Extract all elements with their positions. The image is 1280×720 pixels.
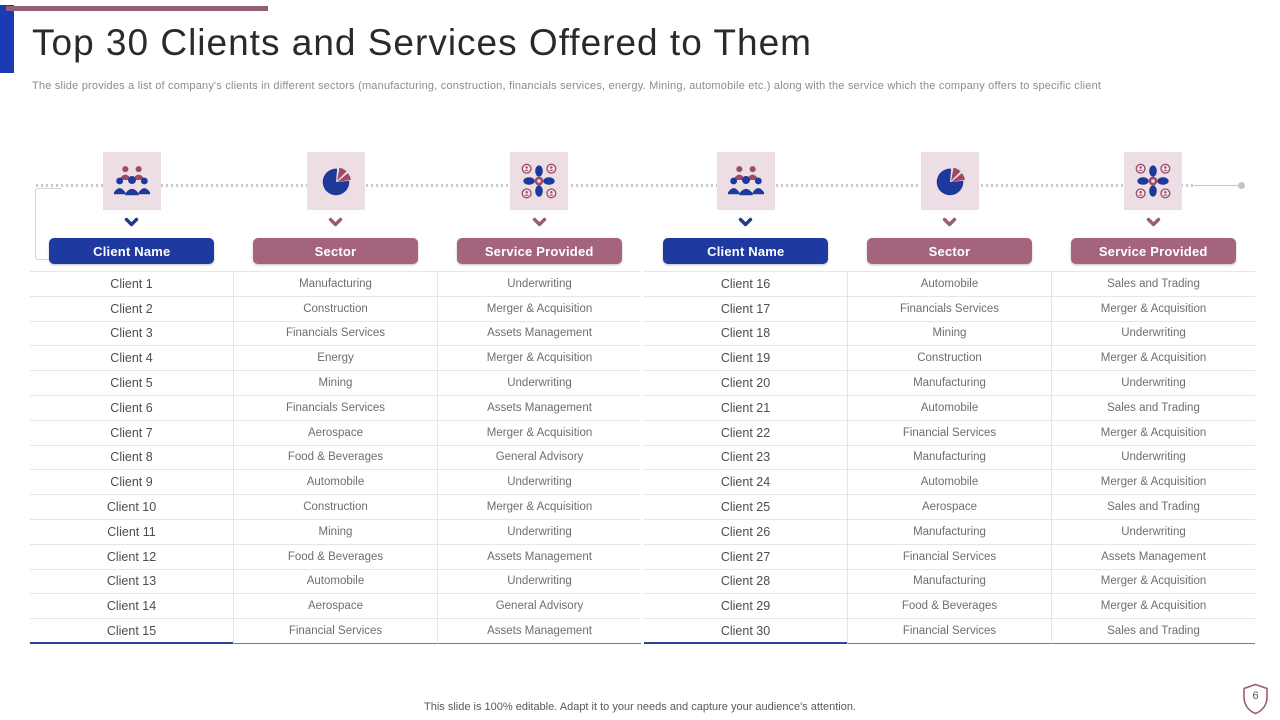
sector-cell: Mining xyxy=(847,322,1051,347)
service-cell: Underwriting xyxy=(437,272,641,297)
client-name-cell: Client 23 xyxy=(644,446,847,471)
client-name-cell: Client 29 xyxy=(644,594,847,619)
table-row xyxy=(30,396,641,421)
sector-cell: Mining xyxy=(233,371,437,396)
people-group-icon xyxy=(717,152,775,210)
sector-cell: Food & Beverages xyxy=(233,545,437,570)
service-cell: General Advisory xyxy=(437,446,641,471)
table-row xyxy=(644,470,1255,495)
sector-cell: Manufacturing xyxy=(233,272,437,297)
page-title: Top 30 Clients and Services Offered to Them xyxy=(32,22,812,63)
sector-cell: Aerospace xyxy=(233,421,437,446)
sector-cell: Construction xyxy=(233,297,437,322)
service-cell: Merger & Acquisition xyxy=(437,297,641,322)
service-cell: Assets Management xyxy=(1051,545,1255,570)
client-name-cell: Client 21 xyxy=(644,396,847,421)
table-row xyxy=(644,594,1255,619)
client-name-cell: Client 5 xyxy=(30,371,233,396)
chevron-down-icon xyxy=(942,217,957,228)
client-name-cell: Client 19 xyxy=(644,346,847,371)
sector-cell: Food & Beverages xyxy=(847,594,1051,619)
sector-cell: Financial Services xyxy=(847,545,1051,570)
table-row xyxy=(644,346,1255,371)
table-row xyxy=(30,594,641,619)
service-cell: Assets Management xyxy=(437,396,641,421)
sector-cell: Automobile xyxy=(233,470,437,495)
column-header-client-name: Client Name xyxy=(49,238,214,264)
sector-cell: Manufacturing xyxy=(847,570,1051,595)
sector-cell: Manufacturing xyxy=(847,371,1051,396)
client-name-cell: Client 26 xyxy=(644,520,847,545)
service-cell: Merger & Acquisition xyxy=(437,346,641,371)
shield-badge-icon xyxy=(1242,683,1269,715)
table-row xyxy=(30,520,641,545)
service-cell: Assets Management xyxy=(437,545,641,570)
table-row xyxy=(30,272,641,297)
service-cell: Assets Management xyxy=(437,322,641,347)
chevron-down-icon xyxy=(328,217,343,228)
table-row xyxy=(30,297,641,322)
pie-chart-icon xyxy=(307,152,365,210)
table-row xyxy=(644,396,1255,421)
table-row xyxy=(30,322,641,347)
service-cell: Underwriting xyxy=(1051,446,1255,471)
accent-vertical-bar xyxy=(0,5,14,73)
client-name-cell: Client 25 xyxy=(644,495,847,520)
sector-cell: Financial Services xyxy=(847,619,1051,644)
sector-cell: Energy xyxy=(233,346,437,371)
client-name-cell: Client 1 xyxy=(30,272,233,297)
table-row xyxy=(30,545,641,570)
client-name-cell: Client 12 xyxy=(30,545,233,570)
service-cell: Merger & Acquisition xyxy=(1051,421,1255,446)
client-name-cell: Client 9 xyxy=(30,470,233,495)
service-cell: Sales and Trading xyxy=(1051,495,1255,520)
table-row xyxy=(644,446,1255,471)
sector-cell: Manufacturing xyxy=(847,446,1051,471)
table-row xyxy=(644,322,1255,347)
chevron-down-icon xyxy=(124,217,139,228)
service-cell: Assets Management xyxy=(437,619,641,644)
clients-table-right xyxy=(644,271,1255,644)
client-name-cell: Client 14 xyxy=(30,594,233,619)
sector-cell: Food & Beverages xyxy=(233,446,437,471)
client-name-cell: Client 17 xyxy=(644,297,847,322)
pie-chart-icon xyxy=(921,152,979,210)
service-cell: Merger & Acquisition xyxy=(1051,570,1255,595)
service-cell: Merger & Acquisition xyxy=(1051,346,1255,371)
sector-cell: Automobile xyxy=(233,570,437,595)
table-row xyxy=(30,470,641,495)
table-row xyxy=(644,297,1255,322)
table-row xyxy=(30,570,641,595)
client-name-cell: Client 18 xyxy=(644,322,847,347)
column-header-sector: Sector xyxy=(867,238,1032,264)
column-header-sector: Sector xyxy=(253,238,418,264)
service-cell: Underwriting xyxy=(437,570,641,595)
table-row xyxy=(644,619,1255,644)
clients-panel-left xyxy=(30,152,641,644)
table-row xyxy=(30,446,641,471)
client-name-cell: Client 4 xyxy=(30,346,233,371)
service-cell: Underwriting xyxy=(437,371,641,396)
client-name-cell: Client 20 xyxy=(644,371,847,396)
sector-cell: Automobile xyxy=(847,396,1051,421)
client-name-cell: Client 28 xyxy=(644,570,847,595)
chevron-down-icon xyxy=(532,217,547,228)
service-cell: Merger & Acquisition xyxy=(1051,470,1255,495)
client-name-cell: Client 6 xyxy=(30,396,233,421)
clients-table-left xyxy=(30,271,641,644)
client-name-cell: Client 22 xyxy=(644,421,847,446)
client-name-cell: Client 8 xyxy=(30,446,233,471)
table-row xyxy=(644,371,1255,396)
column-header-service-provided: Service Provided xyxy=(457,238,622,264)
sector-cell: Automobile xyxy=(847,470,1051,495)
sector-cell: Financials Services xyxy=(233,396,437,421)
table-row xyxy=(644,495,1255,520)
client-name-cell: Client 16 xyxy=(644,272,847,297)
sector-cell: Financials Services xyxy=(847,297,1051,322)
clients-panel-right xyxy=(644,152,1255,644)
table-row xyxy=(30,619,641,644)
client-name-cell: Client 2 xyxy=(30,297,233,322)
client-name-cell: Client 13 xyxy=(30,570,233,595)
column-header-client-name: Client Name xyxy=(663,238,828,264)
table-row xyxy=(30,346,641,371)
sector-cell: Financial Services xyxy=(233,619,437,644)
service-cell: Underwriting xyxy=(1051,520,1255,545)
service-cell: Sales and Trading xyxy=(1051,619,1255,644)
slide-subtitle: The slide provides a list of company's clients in different sectors (manufacturing, construction, financials services, energy. Mining, automobile etc.) along with the service which the company offers to specific client xyxy=(32,80,1102,92)
sector-cell: Manufacturing xyxy=(847,520,1051,545)
client-name-cell: Client 10 xyxy=(30,495,233,520)
table-row xyxy=(30,371,641,396)
client-name-cell: Client 11 xyxy=(30,520,233,545)
client-name-cell: Client 24 xyxy=(644,470,847,495)
service-cell: Sales and Trading xyxy=(1051,272,1255,297)
table-row xyxy=(644,520,1255,545)
sector-cell: Mining xyxy=(233,520,437,545)
column-header-service-provided: Service Provided xyxy=(1071,238,1236,264)
table-row xyxy=(644,272,1255,297)
table-row xyxy=(644,545,1255,570)
sector-cell: Construction xyxy=(233,495,437,520)
client-name-cell: Client 15 xyxy=(30,619,233,644)
table-row xyxy=(30,495,641,520)
service-cell: Sales and Trading xyxy=(1051,396,1255,421)
people-group-icon xyxy=(103,152,161,210)
service-cell: Merger & Acquisition xyxy=(1051,594,1255,619)
sector-cell: Financials Services xyxy=(233,322,437,347)
client-name-cell: Client 7 xyxy=(30,421,233,446)
service-cell: Underwriting xyxy=(437,470,641,495)
services-network-icon xyxy=(510,152,568,210)
service-cell: Merger & Acquisition xyxy=(1051,297,1255,322)
sector-cell: Aerospace xyxy=(233,594,437,619)
chevron-down-icon xyxy=(1146,217,1161,228)
accent-horizontal-bar xyxy=(6,6,268,11)
page-number: 6 xyxy=(1252,690,1259,702)
sector-cell: Construction xyxy=(847,346,1051,371)
service-cell: Merger & Acquisition xyxy=(437,495,641,520)
sector-cell: Aerospace xyxy=(847,495,1051,520)
client-name-cell: Client 27 xyxy=(644,545,847,570)
sector-cell: Financial Services xyxy=(847,421,1051,446)
client-name-cell: Client 30 xyxy=(644,619,847,644)
service-cell: General Advisory xyxy=(437,594,641,619)
service-cell: Underwriting xyxy=(1051,322,1255,347)
service-cell: Underwriting xyxy=(1051,371,1255,396)
chevron-down-icon xyxy=(738,217,753,228)
table-row xyxy=(644,421,1255,446)
sector-cell: Automobile xyxy=(847,272,1051,297)
table-row xyxy=(30,421,641,446)
client-name-cell: Client 3 xyxy=(30,322,233,347)
service-cell: Underwriting xyxy=(437,520,641,545)
table-row xyxy=(644,570,1255,595)
editable-note: This slide is 100% editable. Adapt it to your needs and capture your audience's attention. xyxy=(424,701,856,713)
service-cell: Merger & Acquisition xyxy=(437,421,641,446)
services-network-icon xyxy=(1124,152,1182,210)
